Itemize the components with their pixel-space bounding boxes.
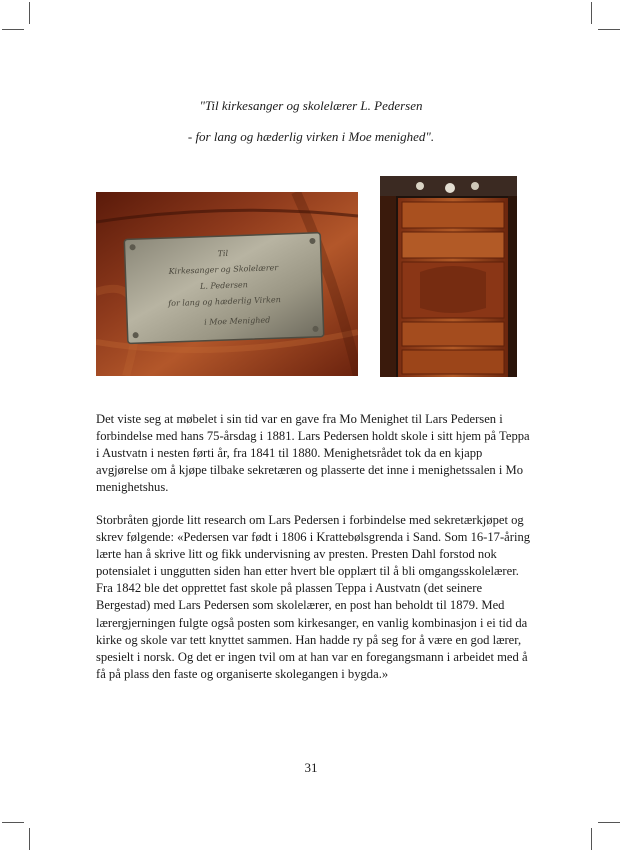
crop-mark-bottom-right-vertical xyxy=(591,828,592,850)
crop-mark-bottom-left-horizontal xyxy=(2,822,24,823)
paragraph-2: Storbråten gjorde litt research om Lars Pedersen i forbindelse med sekretærkjøpet og skrev følgende: «Pedersen var født i 1806 i Krattebølsgrenda i Sand. Som 16-17-åring lærte han å skrive litt og fikk undervisning av presten. Presten Dahl forstod nok potensialet i unggutten siden han etter hvert ble opplært til å bli omgangsskolelærer. Fra 1842 ble det opprettet fast skole på plassen Teppa i Austvatn (det seinere Bergestad) med Lars Pedersen som skolelærer, en post han beholdt til 1879. Med lærergjerningen fulgte også posten som kirkesanger, en vanlig kombinasjon i ei tid da kirke og skole var tett knyttet sammen. Han hadde ry på seg for å være en god lærer, spesielt i norsk. Og det er ingen tvil om at han var en foregangsmann i arbeidet med å få på plass den faste og organiserte skolegangen i bygda.» xyxy=(96,513,531,681)
quote-line-1: "Til kirkesanger og skolelærer L. Pedersen xyxy=(199,98,423,113)
page-number: 31 xyxy=(304,760,318,775)
crop-mark-bottom-left-vertical xyxy=(29,828,30,850)
paragraph-1: Det viste seg at møbelet i sin tid var en gave fra Mo Menighet til Lars Pedersen i forbindelse med hans 75-årsdag i 1881. Lars Pedersen holdt skole i sitt hjem på Teppa i Austvatn i nesten førti år, fra 1841 til 1880. Menighetsrådet tok da en kjapp avgjørelse om å kjøpe tilbake sekretæren og plasserte det inne i menighetssalen i Mo menighetshus. xyxy=(96,412,530,495)
plaque-engraving-line-2: Kirkesanger og Skolelærer xyxy=(168,263,279,276)
crop-mark-top-left-vertical xyxy=(29,2,30,24)
plaque-engraving-line-3: L. Pedersen xyxy=(199,280,249,291)
plaque-engraving-line-4: for lang og hæderlig Virken xyxy=(168,295,281,309)
plaque-engraving-line-1: Til xyxy=(217,248,229,259)
plaque-engraving-line-5: i Moe Menighed xyxy=(203,315,271,327)
quote-line-2: - for lang og hæderlig virken i Moe menighed". xyxy=(187,129,435,144)
crop-mark-top-right-horizontal xyxy=(598,29,620,30)
secretary-cabinet-photo xyxy=(380,176,517,377)
crop-mark-top-left-horizontal xyxy=(2,29,24,30)
crop-mark-bottom-right-horizontal xyxy=(598,822,620,823)
plaque-photo xyxy=(96,192,358,376)
crop-mark-top-right-vertical xyxy=(591,2,592,24)
